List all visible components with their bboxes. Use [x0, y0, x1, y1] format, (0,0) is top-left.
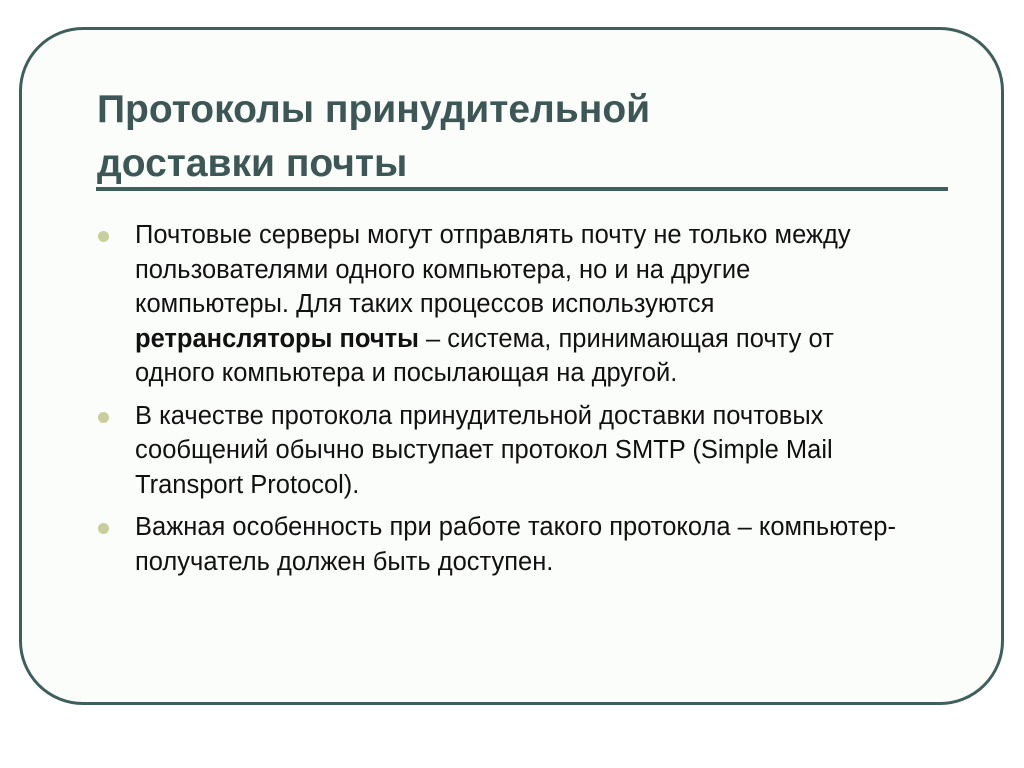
bullet-item-1: [98, 218, 898, 391]
bullet-dot-icon: [98, 231, 109, 242]
title-divider: [96, 187, 948, 191]
bullet-1-text-end: – система, принимающая почту от одного компьютера и посылающая на другой.: [135, 324, 834, 387]
bullet-item-3: [98, 510, 898, 579]
bullet-1-text-start: Почтовые серверы могут отправлять почту не только между пользователями одного компьютера, но и на другие компьютеры. Для таких процессов используются: [135, 221, 851, 318]
slide-title-line-2: доставки почты: [97, 142, 408, 185]
slide-title-line-1: Протоколы принудительной: [97, 88, 651, 131]
bullet-dot-icon: [98, 523, 109, 534]
bullet-3-text: Важная особенность при работе такого протокола – компьютер-получатель должен быть доступен.: [135, 513, 896, 576]
bullet-dot-icon: [98, 412, 109, 423]
bullet-list: [98, 218, 898, 587]
bullet-item-2: [98, 399, 898, 503]
bullet-2-text: В качестве протокола принудительной доставки почтовых сообщений обычно выступает протокол SMTP (Simple Mail Transport Protocol).: [135, 401, 833, 499]
bullet-1-bold-term: ретрансляторы почты: [135, 324, 419, 353]
slide-title: [97, 83, 947, 191]
